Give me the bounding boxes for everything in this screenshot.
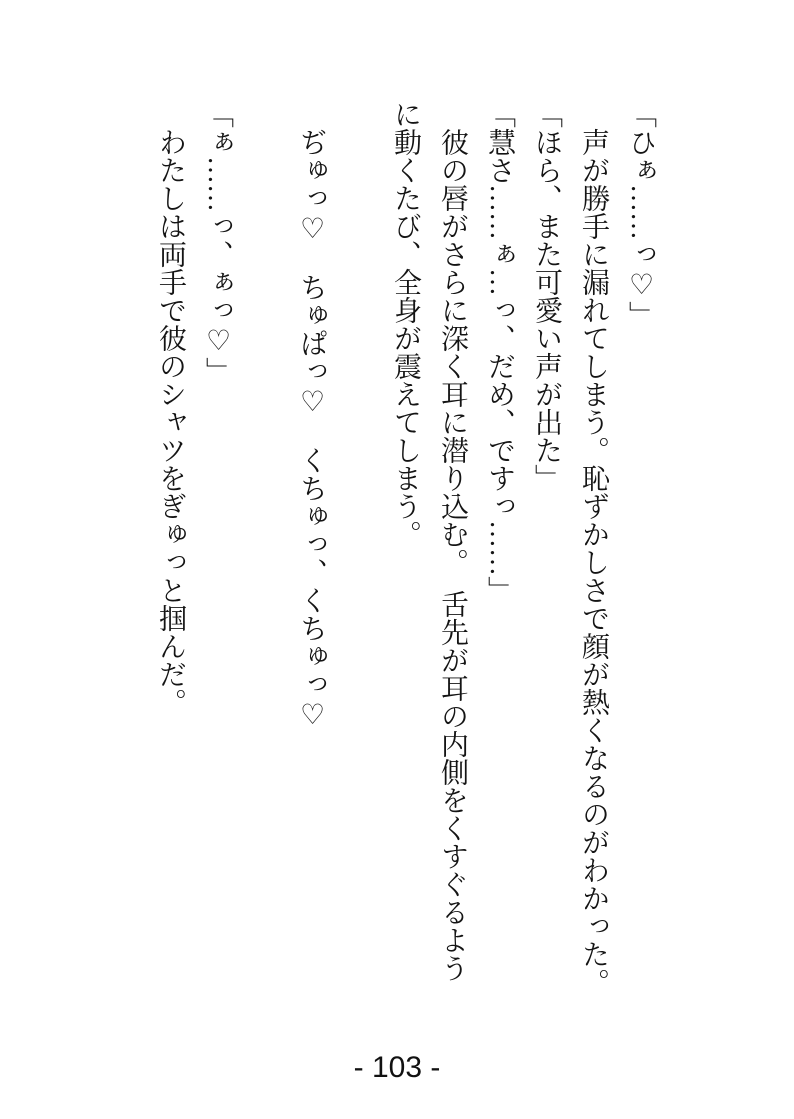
- sound-effect-line: ぢゅっ♡ ちゅぱっ♡ くちゅっ、くちゅっ♡: [296, 128, 327, 731]
- page-footer: [0, 1051, 794, 1085]
- dialogue-line: 「ひぁ……っ♡」: [625, 100, 656, 329]
- page-number: - 103 -: [353, 1051, 441, 1084]
- narration-line: わたしは両手で彼のシャツをぎゅっと掴んだ。: [155, 128, 186, 716]
- dialogue-line: 「慧さ……ぁ…っ、だめ、ですっ……」: [484, 100, 515, 604]
- narration-line: 声が勝手に漏れてしまう。恥ずかしさで顔が熱くなるのがわかった。: [578, 128, 609, 996]
- narration-line: 彼の唇がさらに深く耳に潜り込む。 舌先が耳の内側をくすぐるように動くたび、全身が震えてしまう。: [390, 100, 468, 982]
- blank-line: [241, 100, 288, 1000]
- vertical-text-area: [147, 100, 664, 1000]
- dialogue-line: 「ほら、また可愛い声が出た」: [531, 100, 562, 492]
- blank-line: [335, 100, 382, 1000]
- dialogue-line: 「ぁ……っ、ぁっ♡」: [202, 100, 233, 385]
